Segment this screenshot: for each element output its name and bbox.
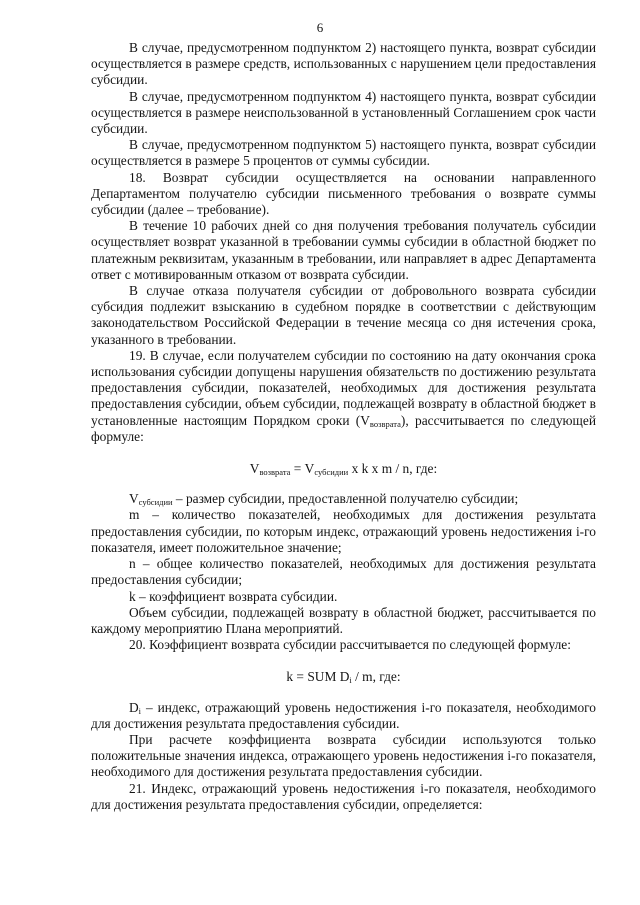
formula-v: V <box>249 461 260 477</box>
paragraph-19-text: 19. В случае, если получателем субсидии по состоянию на дату окончания срока использования субсидии допущены нарушения обязательств по достижению результата предоставления субсидии, показателей, необходимых для достижения результата предоставления субсидии, объем субсидии, подлежащей возврату в областной бюджет в установленные настоящим Порядком сроки (V <box>91 347 596 428</box>
paragraph-5: В течение 10 рабочих дней со дня получения требования получатель субсидии осуществляет возврат указанной в требовании суммы субсидии в областной бюджет по платежным реквизитам, указанным в требовании, или направляет в адрес Департамента ответ с мотивированным отказом от возврата субсидии. <box>91 218 596 282</box>
definition-di <box>91 700 596 732</box>
formula-end: x k x m / n, где: <box>348 461 438 477</box>
paragraph-6: В случае отказа получателя субсидии от добровольного возврата субсидии субсидия подлежит взысканию в судебном порядке в соответствии с действующим законодательством Российской Федерации в течение месяца со дня истечения срока, указанного в требовании. <box>91 283 596 347</box>
definition-k: k – коэффициент возврата субсидии. <box>129 588 338 604</box>
formula2-sub: i <box>349 675 352 686</box>
paragraph-18: 18. Возврат субсидии осуществляется на основании направленного Департаментом получателю субсидии письменного требования о возврате суммы субсидии (далее – требование). <box>91 169 596 218</box>
v-return-subscript: возврата <box>369 418 401 429</box>
page-number: 6 <box>316 20 324 35</box>
paragraph-19 <box>91 348 596 445</box>
formula2-a: k = SUM D <box>286 669 350 685</box>
def-d-sub: i <box>138 705 142 716</box>
def-v: V <box>129 491 139 507</box>
paragraph-3: В случае, предусмотренном подпунктом 5) настоящего пункта, возврат субсидии осуществляется в размере 5 процентов от суммы субсидии. <box>91 137 596 169</box>
paragraph-positive-values: При расчете коэффициента возврата субсидии используются только положительные значения индекса, отражающего уровень недостижения i-го показателя, необходимого для достижения результата предоставления субсидии. <box>91 731 596 780</box>
def-d: D <box>129 699 139 715</box>
formula-sub-subsidy: субсидии <box>314 467 349 478</box>
def-v-text: – размер субсидии, предоставленной получателю субсидии; <box>172 491 519 507</box>
formula-coefficient <box>91 669 596 685</box>
paragraph-plan: Объем субсидии, подлежащей возврату в областной бюджет, рассчитывается по каждому мероприятию Плана мероприятий. <box>91 604 596 636</box>
paragraph-19-end: ), рассчитывается по следующей формуле: <box>91 412 596 444</box>
formula-sub-return: возврата <box>259 467 291 478</box>
formula-mid: = V <box>290 461 315 477</box>
def-d-text: – индекс, отражающий уровень недостижения i-го показателя, необходимого для достижения результата предоставления субсидии. <box>91 699 596 731</box>
definition-m: m – количество показателей, необходимых для достижения результата предоставления субсидии, по которым индекс, отражающий уровень недостижения i-го показателя, имеет положительное значение; <box>91 507 596 555</box>
paragraph-2: В случае, предусмотренном подпунктом 4) настоящего пункта, возврат субсидии осуществляется в размере неиспользованной в установленный Соглашением срок части субсидии. <box>91 88 596 137</box>
paragraph-20: 20. Коэффициент возврата субсидии рассчитывается по следующей формуле: <box>129 637 571 653</box>
formula-return-volume <box>91 461 596 477</box>
def-v-sub: субсидии <box>138 497 173 508</box>
definition-n: n – общее количество показателей, необходимых для достижения результата предоставления субсидии; <box>91 556 596 588</box>
formula2-b: / m, где: <box>351 669 401 685</box>
definition-v-subsidy <box>91 491 596 507</box>
paragraph-21: 21. Индекс, отражающий уровень недостижения i-го показателя, необходимого для достижения результата предоставления субсидии, определяется: <box>91 780 596 812</box>
document-body <box>91 40 596 813</box>
paragraph-1: В случае, предусмотренном подпунктом 2) настоящего пункта, возврат субсидии осуществляется в размере средств, использованных с нарушением цели предоставления субсидии. <box>91 40 596 88</box>
